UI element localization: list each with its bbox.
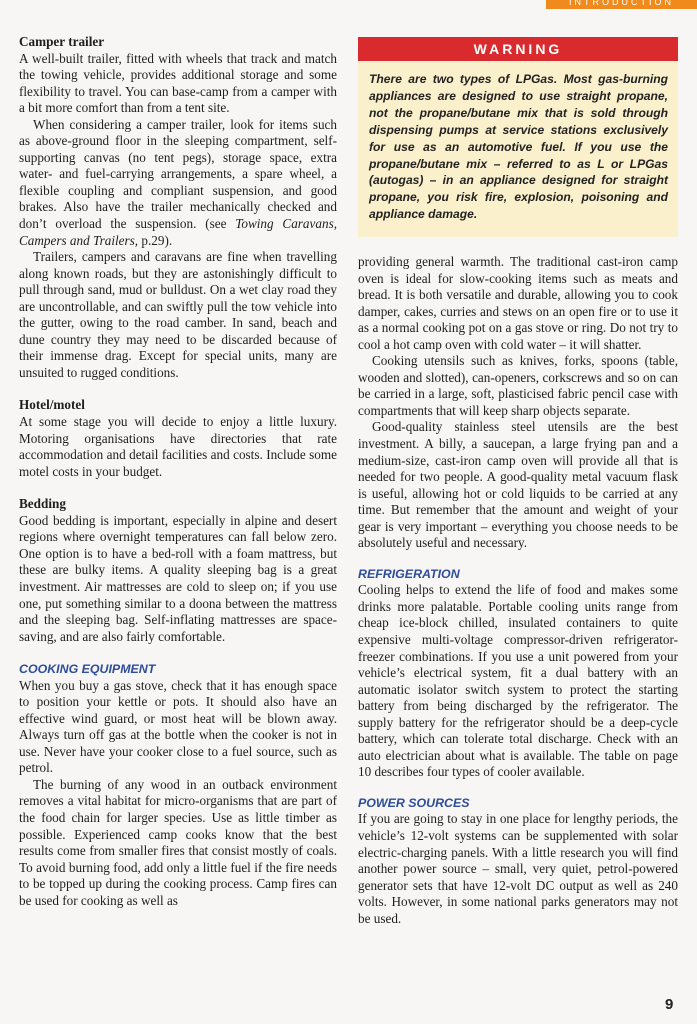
warning-title: WARNING (358, 37, 678, 61)
refrigeration-paragraph: Cooling helps to extend the life of food and makes some drinks more palatable. Portable cooling units range from cheap ice-block chilled, insulated containers to quite expensive multi-voltage compressor-driven refrigerator-freezer combinations. If you use a unit powered from your vehicle’s electrical system, fit a dual battery with an automatic isolator switch system to protect the starting battery from being discharged by the refrigerator. The supply battery for the refrigerator should be a deep-cycle battery, which can tolerate total discharge. Check with an auto electrician about what is available. The table on page 10 describes four types of cooler available. (358, 582, 678, 780)
section-tab (546, 0, 697, 9)
camper-trailer-heading: Camper trailer (19, 34, 105, 49)
warning-box (358, 37, 678, 237)
left-column (19, 34, 337, 909)
camper-trailer-paragraph-1: A well-built trailer, fitted with wheels that track and match the towing vehicle, provides additional storage and some flexibility to travel. You can base-camp from a camper with a bit more comfort than from a tent site. (19, 50, 337, 116)
bedding-heading: Bedding (19, 496, 66, 512)
cooking-continued-paragraph-2: Cooking utensils such as knives, forks, spoons (table, wooden and slotted), can-openers, corkscrews and so on can be carried in a large, soft, plasticised fabric pencil case with compartments that will keep sharp objects separate. (358, 353, 678, 418)
cooking-paragraph-1: When you buy a gas stove, check that it has enough space to position your kettle or pots. It should also have an effective wind guard, or most heat will be blown away. Always turn off gas at the bottle when the cooker is not in use. Never have your cooker close to a fuel source, such as petrol. (19, 677, 337, 776)
camper-trailer-p2-page: p.29). (138, 232, 173, 248)
camper-trailer-paragraph-3: Trailers, campers and caravans are fine when travelling along known roads, but they are astonishingly difficult to pull through sand, mud or bulldust. On a wet clay road they are uncontrollable, and can swiftly pull the tow vehicle into the gutter, owing to the road camber. In sand, beach and dune country they may need to be discarded because of their immense drag. Except for special units, many are unsuited to rugged conditions. (19, 249, 337, 380)
bedding-paragraph: Good bedding is important, especially in alpine and desert regions where overnight temperatures can fall below zero. One option is to have a bed-roll with a foam mattress, but these are bulky items. A quality sleeping bag is a great investment. Air mattresses are cold to sleep on; if you use one, put something similar to a doona between the mattress and the sleeping bag. Self-inflating mattresses are space-saving, and are also fairly comfortable. (19, 512, 337, 644)
right-column (358, 254, 678, 927)
cooking-equipment-heading: COOKING EQUIPMENT (19, 662, 156, 677)
power-sources-heading: POWER SOURCES (358, 795, 470, 810)
cooking-continued-paragraph-1: providing general warmth. The traditional cast-iron camp oven is ideal for slow-cooking items such as meats and bread. It is both versatile and durable, allowing you to cook damper, cakes, curries and stews on an open fire or to use it as a normal cooking pot on a gas stove or ring. Do not try to cool a hot camp oven with cold water – it will shatter. (358, 254, 678, 352)
refrigeration-heading: REFRIGERATION (358, 566, 460, 581)
camper-trailer-p2-text: When considering a camper trailer, look for items such as above-ground floor in the sleeping compartment, self-supporting canvas (no tent pegs), storage space, extra water- and fuel-carrying arrangements, a spare wheel, a flexible coupling and compliant suspension, and good brakes. Also have the trailer mechanically checked and don’t overload the suspension. (see (19, 116, 337, 232)
warning-text: There are two types of LPGas. Most gas-burning appliances are designed to use straight propane, not the propane/butane mix that is sold through dispensing pumps at service stations exclusively for use as an automotive fuel. If you use the propane/butane mix – referred to as L or LPGas (autogas) – in an appliance designed for straight propane, you risk fire, explosion, poisoning and appliance damage. (369, 72, 668, 222)
cooking-paragraph-2: The burning of any wood in an outback environment removes a vital habitat for micro-organisms that are part of the food chain for larger species. Use as little timber as possible. Experienced camp cooks know that the best results come from smaller fires that consist mostly of coals. To avoid burning food, add only a little fuel if the fire needs to be topped up during the cooking process. Camp fires can be used for cooking as well as (19, 776, 337, 908)
hotel-motel-heading: Hotel/motel (19, 397, 85, 413)
hotel-motel-paragraph: At some stage you will decide to enjoy a little luxury. Motoring organisations have directories that rate accommodation and detail facilities and costs. Include some motel costs in your budget. (19, 414, 337, 479)
camper-trailer-paragraph-2 (19, 117, 337, 249)
cooking-continued-paragraph-3: Good-quality stainless steel utensils are the best investment. A billy, a saucepan, a large frying pan and a medium-size, cast-iron camp oven will provide all that is needed for two people. A good-quality metal vacuum flask is useful, allowing hot or cold liquids to be carried at any time. But remember that the amount and weight of your gear is very important – everything you choose needs to be absolutely useful and necessary. (358, 419, 678, 551)
page-number: 9 (665, 996, 674, 1013)
section-tab-label: INTRODUCTION (569, 0, 674, 7)
camper-trailer-p2-reference: Towing Caravans, Campers and Trailers, (19, 216, 337, 248)
power-sources-paragraph: If you are going to stay in one place for lengthy periods, the vehicle’s 12-volt systems can be supplemented with solar electric-charging panels. With a little research you will find another power source – small, very quiet, petrol-powered generator sets that have 12-volt DC output as well as 240 volts. However, in some national parks generators may not be used. (358, 811, 678, 926)
